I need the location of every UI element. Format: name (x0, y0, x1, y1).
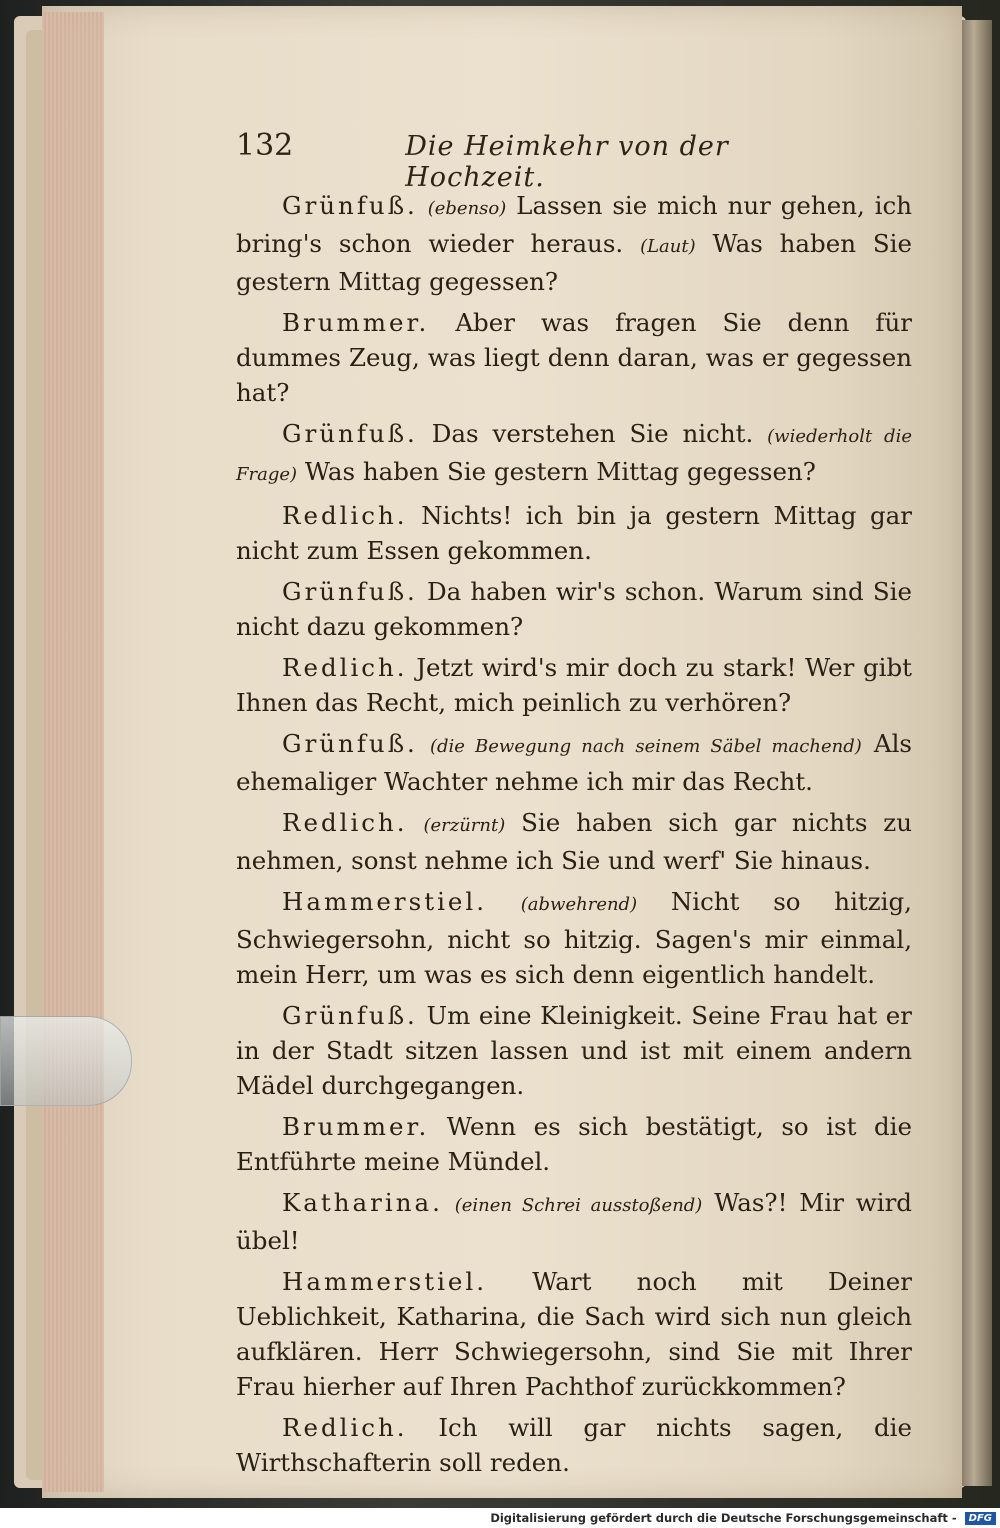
dialogue-text: Jetzt wird's mir doch zu stark! Wer gibt Ihnen das Recht, mich peinlich zu verhören? (236, 653, 912, 717)
speaker-name: Grünfuß. (282, 191, 418, 220)
dialogue-paragraph (236, 1109, 912, 1179)
dialogue-paragraph (236, 726, 912, 799)
page-clip (0, 1016, 132, 1106)
running-title: Die Heimkehr von der Hochzeit. (405, 131, 729, 193)
dfg-logo-icon: DFG (965, 1512, 996, 1525)
dialogue-paragraph (236, 650, 912, 720)
dialogue-text: Das verstehen Sie nicht. (431, 419, 754, 448)
stage-direction: (erzürnt) (423, 815, 506, 836)
footer-bar (0, 1508, 1000, 1528)
dialogue-text: Aber was fragen Sie denn für dummes Zeug, was liegt denn daran, was er gegessen hat? (236, 308, 912, 407)
dialogue-text: Was haben Sie gestern Mittag gegessen? (236, 229, 912, 296)
page-header (236, 128, 796, 193)
funding-credit: Digitalisierung gefördert durch die Deutsche Forschungsgemeinschaft - (490, 1511, 957, 1525)
dialogue-text: Ich will gar nichts sagen, die Wirthschafterin soll reden. (236, 1413, 912, 1477)
speaker-name: Grünfuß. (282, 419, 418, 448)
dialogue-text: Lassen sie mich nur gehen, ich bring's schon wieder heraus. (236, 191, 912, 258)
speaker-name: Brummer. (282, 308, 430, 337)
dialogue-text: Da haben wir's schon. Warum sind Sie nicht dazu gekommen? (236, 577, 912, 641)
page-number: 132 (236, 128, 294, 163)
dialogue-paragraph (236, 305, 912, 410)
dialogue-paragraph (236, 1410, 912, 1480)
stage-direction: (einen Schrei ausstoßend) (454, 1195, 703, 1216)
dialogue-paragraph (236, 416, 912, 492)
stage-direction: (die Bewegung nach seinem Säbel machend) (430, 736, 862, 757)
dialogue-paragraph (236, 498, 912, 568)
dialogue-paragraph (236, 805, 912, 878)
dialogue-text: Sie haben sich gar nichts zu nehmen, sonst nehme ich Sie und werf' Sie hinaus. (236, 808, 912, 875)
dialogue-text: Als ehemaliger Wachter nehme ich mir das Recht. (236, 729, 912, 796)
speaker-name: Redlich. (282, 501, 408, 530)
stage-direction: (ebenso) (427, 198, 507, 219)
stage-direction: (wiederholt die Frage) (236, 426, 912, 485)
dialogue-paragraph (236, 188, 912, 299)
dialogue-text: Wenn es sich bestätigt, so ist die Entführte meine Mündel. (236, 1112, 912, 1176)
speaker-name: Redlich. (282, 1413, 408, 1442)
dialogue-paragraph (236, 998, 912, 1103)
speaker-name: Grünfuß. (282, 577, 418, 606)
dialogue-text: Wart noch mit Deiner Ueblichkeit, Katharina, die Sach wird sich nun gleich aufklären. Herr Schwiegersohn, sind Sie mit Ihrer Frau hierher auf Ihren Pachthof zurückkommen? (236, 1267, 912, 1401)
speaker-name: Grünfuß. (282, 729, 418, 758)
stage-direction: (abwehrend) (520, 894, 638, 915)
dialogue-paragraph (236, 884, 912, 992)
book-spine (962, 20, 992, 1486)
body-text (236, 188, 912, 1486)
dialogue-paragraph (236, 1264, 912, 1404)
speaker-name: Redlich. (282, 653, 408, 682)
dialogue-text: Was haben Sie gestern Mittag gegessen? (304, 457, 816, 486)
dialogue-text: Was?! Mir wird übel! (236, 1188, 912, 1255)
speaker-name: Hammerstiel. (282, 887, 488, 916)
speaker-name: Grünfuß. (282, 1001, 418, 1030)
speaker-name: Hammerstiel. (282, 1267, 488, 1296)
page-edges (42, 12, 104, 1492)
speaker-name: Katharina. (282, 1188, 443, 1217)
dialogue-text: Um eine Kleinigkeit. Seine Frau hat er in der Stadt sitzen lassen und ist mit einem andern Mädel durchgegangen. (236, 1001, 912, 1100)
dialogue-paragraph (236, 574, 912, 644)
dialogue-text: Nicht so hitzig, Schwiegersohn, nicht so hitzig. Sagen's mir einmal, mein Herr, um was es sich denn eigentlich handelt. (236, 887, 912, 989)
dialogue-paragraph (236, 1185, 912, 1258)
speaker-name: Redlich. (282, 808, 408, 837)
dialogue-text: Nichts! ich bin ja gestern Mittag gar nicht zum Essen gekommen. (236, 501, 912, 565)
stage-direction: (Laut) (640, 236, 696, 257)
speaker-name: Brummer. (282, 1112, 430, 1141)
